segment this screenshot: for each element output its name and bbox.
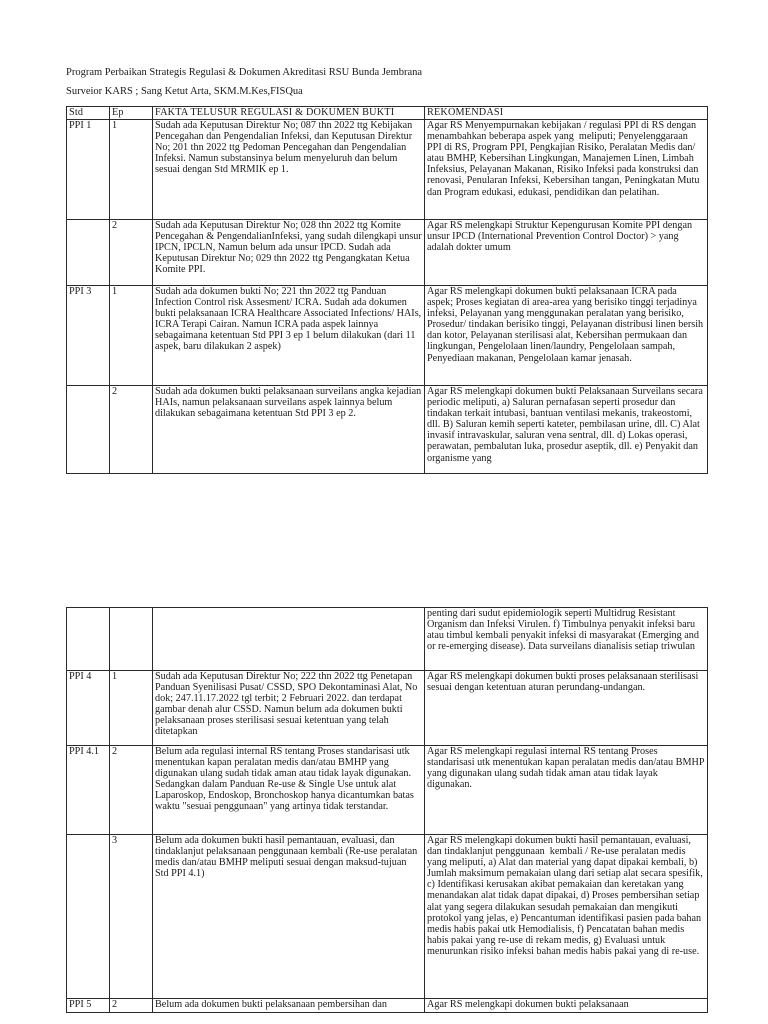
table-row (67, 999, 708, 1013)
table-row (67, 608, 708, 671)
cell-ep: 1 (110, 671, 153, 746)
header-std: Std (67, 107, 110, 120)
cell-std (67, 386, 110, 474)
cell-ep: 2 (110, 220, 153, 286)
cell-rekomendasi (425, 608, 708, 671)
fakta-text: Sudah ada Keputusan Direktur No; 087 thn 2022 ttg Kebijakan Pencegahan dan Pengendalian Infeksi, dan Keputusan Direktur No; 201 thn 2022 ttg Pedoman Pencegahan dan Pengendalian Infeksi. Namun substansinya belum menyeluruh dan belum sesuai dengan Std MRMIK ep 1. (155, 120, 415, 176)
fakta-text: Sudah ada dokumen bukti No; 221 thn 2022 ttg Panduan Infection Control risk Assesment/ ICRA. Sudah ada dokumen bukti pelaksanaan ICRA Healthcare Associated Infections/ HAIs, ICRA Terapi Cairan. Namun ICRA pada aspek lainnya sebagaimana ketentuan Std PPI 3 ep 1 belum dilakukan (dari 11 aspek, baru dilakukan 2 aspek) (155, 286, 424, 353)
cell-rekomendasi (425, 386, 708, 474)
cell-ep (110, 608, 153, 671)
cell-fakta (153, 608, 425, 671)
cell-ep: 1 (110, 286, 153, 386)
cell-rekomendasi (425, 746, 708, 835)
rekomendasi-text: Agar RS melengkapi dokumen bukti hasil pemantauan, evaluasi, dan tindaklanjut penggunaan kembali / Re-use peralatan medis yang meliputi, a) Alat dan material yang dapat dipakai kembali, b) Jumlah maksimum pemakaian ulang dari setiap alat secara spesifik, c) Identifikasi kerusakan akibat pemakaian dan keretakan yang menandakan alat tidak dapat dipakai, d) Proses pembersihan setiap alat yang segera dilakukan sesudah pemakaian dan mengikuti protokol yang jelas, e) Pencantuman identifikasi pasien pada bahan medis habis pakai utk Hemodialisis, f) Pencatatan bahan medis habis pakai yang re-use di rekam medis, g) Evaluasi untuk menurunkan risiko infeksi bahan medis habis pakai yang di re-use. (427, 835, 706, 957)
cell-rekomendasi (425, 999, 708, 1013)
cell-ep: 2 (110, 746, 153, 835)
cell-rekomendasi (425, 671, 708, 746)
cell-fakta (153, 386, 425, 474)
table-row (67, 746, 708, 835)
cell-ep: 2 (110, 999, 153, 1013)
cell-ep: 3 (110, 835, 153, 999)
table-row (67, 835, 708, 999)
cell-fakta (153, 746, 425, 835)
findings-table-page2 (66, 607, 708, 1013)
cell-fakta (153, 835, 425, 999)
cell-fakta (153, 286, 425, 386)
header-ep: Ep (110, 107, 153, 120)
rekomendasi-text: Agar RS melengkapi regulasi internal RS tentang Proses standarisasi utk menentukan kapan peralatan medis dan/atau BMHP yang digunakan ulang sudah tidak aman atau tidak layak digunakan. (427, 746, 707, 791)
fakta-text: Belum ada regulasi internal RS tentang Proses standarisasi utk menentukan kapan peralatan medis dan/atau BMHP yang digunakan ulang sudah tidak aman atau tidak layak digunakan. Sedangkan dalam Panduan Re-use & Single Use untuk alat Laparoskop, Endoskop, Bronchoskop hanya dicantumkan batas waktu "sesuai penggunaan" yang artinya tidak terstandar. (155, 746, 417, 813)
cell-rekomendasi (425, 835, 708, 999)
cell-fakta (153, 671, 425, 746)
cell-rekomendasi (425, 220, 708, 286)
cell-rekomendasi (425, 286, 708, 386)
table-row (67, 220, 708, 286)
cell-std: PPI 5 (67, 999, 110, 1013)
fakta-text: Belum ada dokumen bukti hasil pemantauan, evaluasi, dan tindaklanjut pelaksanaan penggunaan kembali (Re-use peralatan medis dan/atau BMHP meliputi sesuai dengan maksud-tujuan Std PPI 4.1) (155, 835, 420, 880)
cell-std: PPI 1 (67, 120, 110, 220)
cell-std (67, 608, 110, 671)
cell-ep: 2 (110, 386, 153, 474)
cell-fakta (153, 220, 425, 286)
table-row (67, 120, 708, 220)
rekomendasi-text: Agar RS melengkapi dokumen bukti proses pelaksanaan sterilisasi sesuai dengan ketentuan aturan perundang-undangan. (427, 671, 701, 694)
surveyor-line: Surveior KARS ; Sang Ketut Arta, SKM.M.Kes,FISQua (66, 86, 303, 97)
fakta-text: Sudah ada Keputusan Direktur No; 222 thn 2022 ttg Penetapan Panduan Syenilisasi Pusat/ CSSD, SPO Dekontaminasi Alat, No dok; 247.11.17.2022 tgl terbit; 2 Februari 2022. dan terdapat gambar denah alur CSSD. Namun belum ada dokumen bukti pelaksanaan proses sterilisasi sesuai ketentuan yang telah ditetapkan (155, 671, 420, 738)
rekomendasi-text: Agar RS melengkapi dokumen bukti Pelaksanaan Surveilans secara periodic meliputi, a) Saluran pernafasan seperti prosedur dan tindakan terkait intubasi, bantuan ventilasi mekanis, trakeostomi, dll. B) Saluran kemih seperti kateter, pembilasan urine, dll. C) Alat invasif intravaskular, saluran vena sentral, dll. d) Lokas operasi, perawatan, pembalutan luka, prosedur aseptik, dll. e) Penyakit dan organisme yang (427, 386, 706, 464)
cell-fakta (153, 999, 425, 1013)
cell-std (67, 835, 110, 999)
header-rekomendasi: REKOMENDASI (425, 107, 708, 120)
fakta-text: Sudah ada dokumen bukti pelaksanaan surveilans angka kejadian HAIs, namun pelaksanaan surveilans aspek lainnya belum dilakukan sebagaimana ketentuan Std PPI 3 ep 2. (155, 386, 424, 420)
table-row (67, 286, 708, 386)
cell-std: PPI 3 (67, 286, 110, 386)
cell-std: PPI 4.1 (67, 746, 110, 835)
header-fakta: FAKTA TELUSUR REGULASI & DOKUMEN BUKTI (153, 107, 425, 120)
cell-std: PPI 4 (67, 671, 110, 746)
table-row (67, 386, 708, 474)
cell-fakta (153, 120, 425, 220)
cell-ep: 1 (110, 120, 153, 220)
document-title: Program Perbaikan Strategis Regulasi & Dokumen Akreditasi RSU Bunda Jembrana (66, 67, 423, 78)
rekomendasi-text: Agar RS melengkapi dokumen bukti pelaksanaan (427, 999, 629, 1010)
fakta-text: Belum ada dokumen bukti pelaksanaan pembersihan dan (155, 999, 387, 1010)
rekomendasi-text: penting dari sudut epidemiologik seperti Multidrug Resistant Organism dan Infeksi Virulen. f) Timbulnya penyakit infeksi baru atau timbul kembali penyakit infeksi di masyarakat (Emerging and or re-emerging disease). Data surveilans dianalisis setiap triwulan (427, 608, 702, 653)
rekomendasi-text: Agar RS Menyempurnakan kebijakan / regulasi PPI di RS dengan menambahkan beberapa aspek yang meliputi; Penyelenggaraan PPI di RS, Program PPI, Pengkajian Risiko, Peralatan Medis dan/ atau BMHP, Kebersihan Lingkungan, Manajemen Linen, Limbah Infeksius, Pelayanan Makanan, Risiko Infeksi pada konstruksi dan renovasi, Penularan Infeksi, Kebersihan tangan, Peningkatan Mutu dan Program edukasi, edukasi, pendidikan dan pelatihan. (427, 120, 702, 198)
table-header-row (67, 107, 708, 120)
table-row (67, 671, 708, 746)
cell-rekomendasi (425, 120, 708, 220)
cell-std (67, 220, 110, 286)
fakta-text: Sudah ada Keputusan Direktur No; 028 thn 2022 ttg Komite Pencegahan & PengendalianInfeksi, yang sudah dilengkapi unsur IPCN, IPCLN, Namun belum ada unsur IPCD. Sudah ada Keputusan Direktur No; 029 thn 2022 ttg Pengangkatan Ketua Komite PPI. (155, 220, 425, 276)
findings-table-page1 (66, 106, 708, 474)
rekomendasi-text: Agar RS melengkapi Struktur Kepengurusan Komite PPI dengan unsur IPCD (International Prevention Control Doctor) > yang adalah dokter umum (427, 220, 695, 254)
rekomendasi-text: Agar RS melengkapi dokumen bukti pelaksanaan ICRA pada aspek; Proses kegiatan di area-area yang berisiko tinggi terjadinya infeksi, Pelayanan yang menggunakan peralatan yang berisiko, Prosedur/ tindakan berisiko tinggi, Pelayanan distribusi linen bersih dan kotor, Pelayanan sterilisasi alat, Kebersihan permukaan dan lingkungan, Pengelolaan linen/laundry, Pengelolaan sampah, Penyediaan makanan, Pengelolaan kamar jenasah. (427, 286, 706, 364)
